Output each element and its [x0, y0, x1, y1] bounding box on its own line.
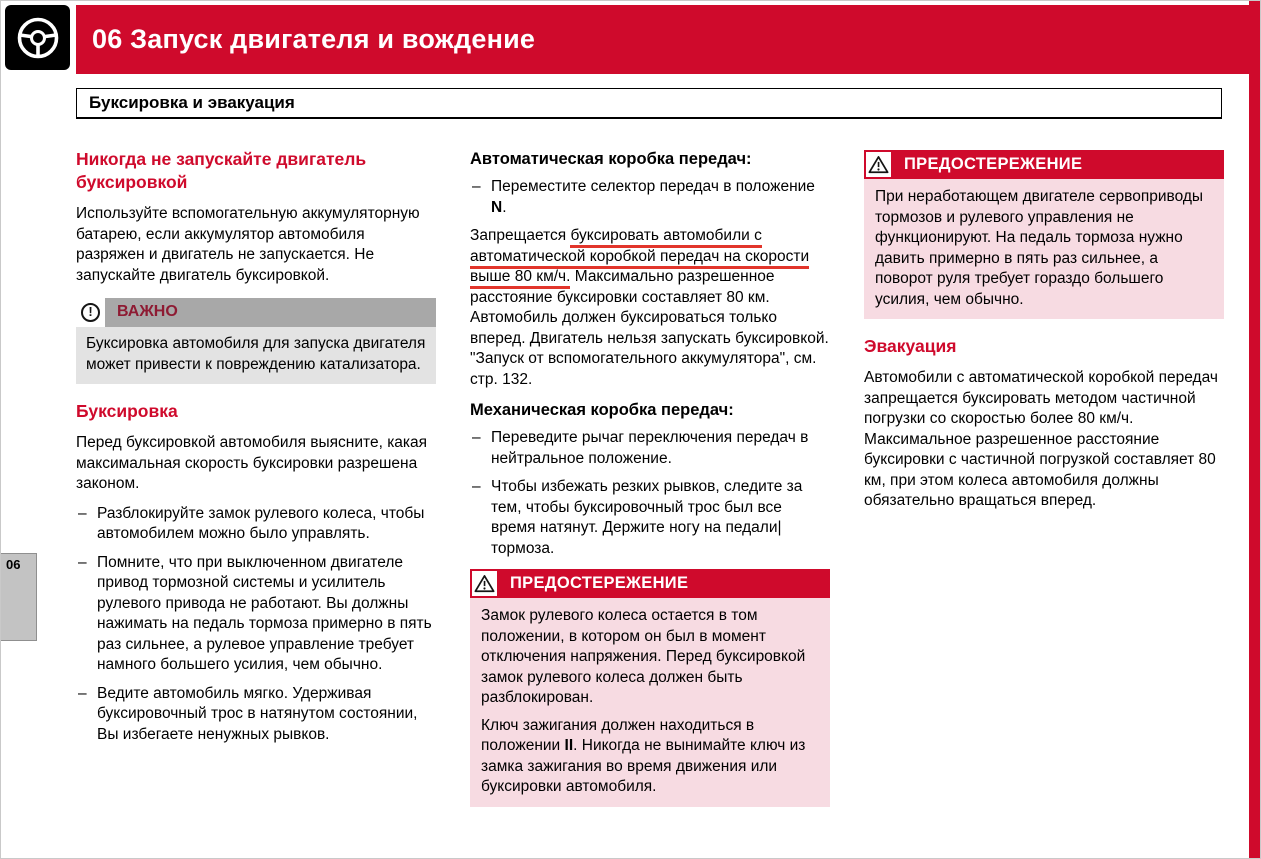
heading-manual-gearbox: Механическая коробка передач: — [470, 401, 734, 419]
section-title-box — [76, 88, 1222, 119]
text-segment: . — [502, 198, 507, 216]
warning-triangle-icon — [866, 152, 891, 177]
important-box — [76, 298, 436, 384]
chapter-side-tab — [0, 553, 37, 641]
side-tab-label: 06 — [6, 557, 21, 572]
exclamation-glyph: ! — [81, 303, 100, 322]
paragraph-towing-ban — [470, 226, 830, 390]
list-item: – Помните, что при выключенном двигателе привод тормозной системы и усилитель рулевого привода не работают. Вы должны нажимать на педаль тормоза примерно в пять раз сильнее, а рулевое управление требует намного большего усилия, чем обычно. — [76, 553, 436, 676]
list-item: – Разблокируйте замок рулевого колеса, чтобы автомобилем можно было управлять. — [76, 504, 436, 545]
list-item — [470, 177, 830, 218]
warning-triangle-glyph — [474, 574, 495, 593]
exclamation-circle-icon — [76, 298, 105, 327]
warning-box-title: ПРЕДОСТЕРЕЖЕНИЕ — [904, 155, 1083, 174]
content-columns — [76, 148, 1224, 807]
warning-paragraph — [481, 716, 819, 798]
chapter-header-bar — [76, 5, 1261, 74]
paragraph-evacuation: Автомобили с автоматической коробкой передач запрещается буксировать методом частичной погрузки со скоростью более 80 км/ч. Максимальное разрешенное расстояние буксировки с частичной погрузкой составляет 80 км, при этом колеса автомобиля должны обязательно вращаться вперед. — [864, 369, 1218, 509]
automatic-gearbox-list — [470, 177, 830, 218]
warning-paragraph: Замок рулевого колеса остается в том положении, в котором он был в момент отключения напряжения. Перед буксировкой замок рулевого колеса должен быть разблокирован. — [481, 607, 806, 706]
text-segment: . Никогда не вынимайте ключ из замка зажигания во время движения или буксировки автомобиля. — [481, 737, 806, 795]
paragraph-towing-intro: Перед буксировкой автомобиля выясните, какая максимальная скорость буксировки разрешена законом. — [76, 434, 428, 492]
text-segment: Переместите селектор передач в положение — [491, 178, 815, 195]
warning-box-title: ПРЕДОСТЕРЕЖЕНИЕ — [510, 574, 689, 593]
heading-evacuation: Эвакуация — [864, 336, 957, 356]
warning-box-body — [470, 598, 830, 807]
warning-box-steering-lock — [470, 569, 830, 807]
warning-box-body — [864, 179, 1224, 319]
warning-box-servo — [864, 150, 1224, 319]
paragraph-aux-battery: Используйте вспомогательную аккумуляторную батарею, если аккумулятор автомобиля разряжен и двигатель не запускается. Не запускайте двигатель буксировкой. — [76, 205, 420, 284]
text-segment: Запрещается — [470, 227, 571, 244]
gear-position-n: N — [491, 198, 503, 216]
column-right — [864, 148, 1224, 807]
text-segment: Максимально разрешенное расстояние буксировки составляет 80 км. Автомобиль должен буксироваться только вперед. Двигатель нельзя запускать буксировкой. "Запуск от вспомогательного аккумулятора", см. стр. 132. — [470, 268, 829, 388]
steering-wheel-icon — [15, 15, 61, 61]
red-underlined-text: буксировать автомобили с автоматической коробкой передач на скорости выше 80 км/ч. — [470, 227, 809, 289]
red-edge-strip — [1249, 0, 1261, 859]
list-item: – Ведите автомобиль мягко. Удерживая буксировочный трос в натянутом состоянии, Вы избегаете ненужных рывков. — [76, 684, 436, 746]
important-box-body — [76, 327, 436, 384]
heading-never-start-by-towing: Никогда не запускайте двигатель буксировкой — [76, 149, 367, 192]
list-item: – Чтобы избежать резких рывков, следите за тем, чтобы буксировочный трос был все время натянут. Держите ногу на педали| тормоза. — [470, 477, 830, 559]
section-title: Буксировка и эвакуация — [89, 93, 295, 112]
chapter-title: 06 Запуск двигателя и вождение — [92, 24, 536, 54]
ignition-position-ii: II — [564, 737, 574, 754]
important-box-header — [76, 298, 436, 327]
important-box-text: Буксировка автомобиля для запуска двигателя может привести к повреждению катализатора. — [86, 335, 426, 373]
warning-box-header — [470, 569, 830, 598]
warning-box-header — [864, 150, 1224, 179]
column-middle — [470, 148, 830, 807]
warning-triangle-glyph — [868, 155, 889, 174]
towing-instructions-list — [76, 504, 436, 746]
text-segment: Ключ зажигания должен находиться в положении — [481, 716, 755, 754]
brand-logo-box — [5, 5, 70, 70]
list-item: – Переведите рычаг переключения передач в нейтральное положение. — [470, 428, 830, 469]
warning-triangle-icon — [472, 571, 497, 596]
manual-gearbox-list — [470, 428, 830, 559]
warning-paragraph: При неработающем двигателе сервоприводы тормозов и рулевого управления не функционируют. На педаль тормоза нужно давить примерно в пять раз сильнее, а поворот руля требует гораздо большего усилия, чем обычно. — [875, 188, 1204, 308]
heading-towing: Буксировка — [76, 401, 178, 421]
column-left — [76, 148, 436, 807]
important-box-title: ВАЖНО — [117, 303, 178, 321]
heading-automatic-gearbox: Автоматическая коробка передач: — [470, 150, 752, 168]
